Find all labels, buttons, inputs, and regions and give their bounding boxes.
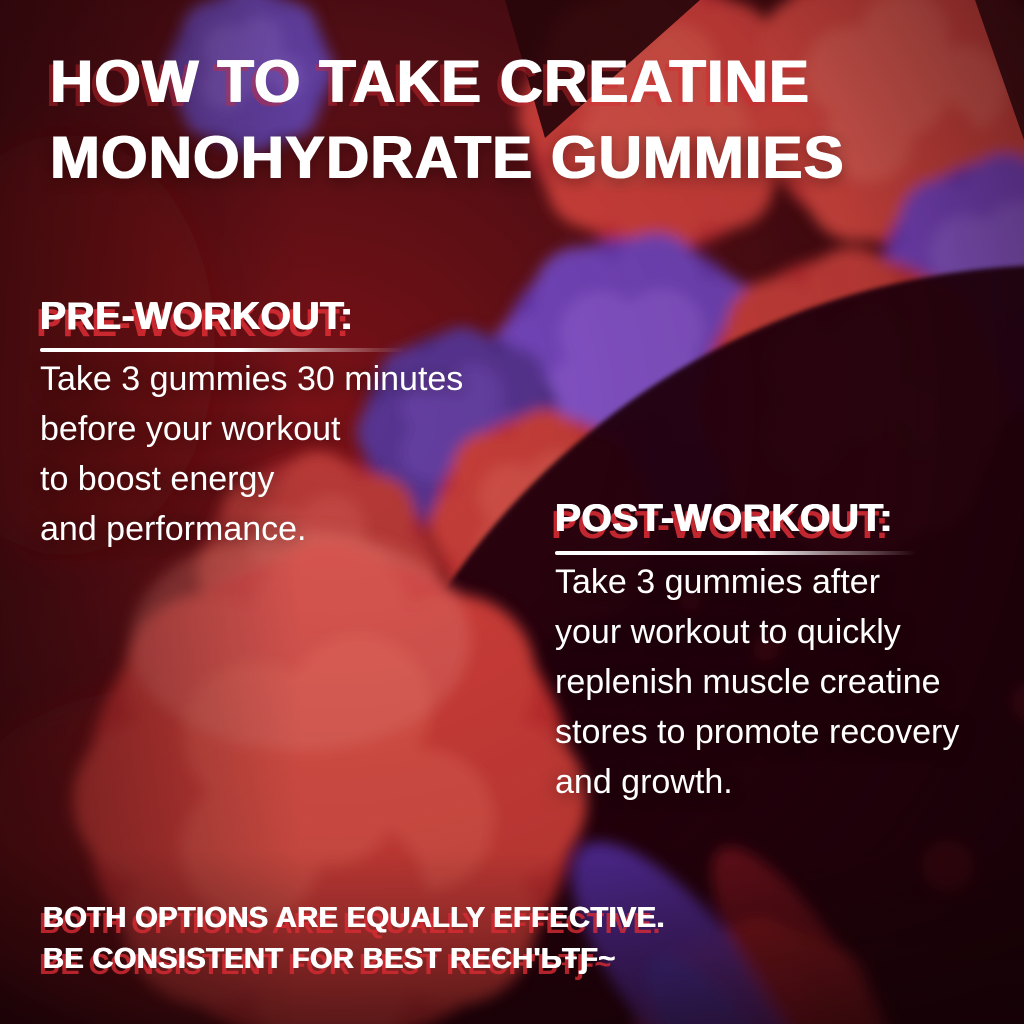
post-workout-body-line: your workout to quickly xyxy=(555,613,901,651)
pre-workout-body-line: before your workout xyxy=(40,410,341,448)
footer-line-1: BOTH OPTIONS ARE EQUALLY EFFECTIVE. xyxy=(43,902,665,934)
pre-workout-underline xyxy=(40,348,405,352)
footer-line-2: BE CONSISTENT FOR BEST REЄН'ЬŦƑ~ xyxy=(43,943,616,975)
pre-workout-body-line: Take 3 gummies 30 minutes xyxy=(40,360,464,398)
post-workout-body xyxy=(555,557,959,807)
post-workout-body-line: replenish muscle creatine xyxy=(555,663,941,701)
page-title xyxy=(50,44,845,196)
post-workout-body-line: and growth. xyxy=(555,763,733,801)
title-line-2: MONOHYDRATE GUMMIES xyxy=(50,124,845,191)
pre-workout-body-line: and performance. xyxy=(40,510,307,548)
title-line-1: HOW TO TAKE CREATINE xyxy=(50,48,810,115)
post-workout-heading: POST-WORKOUT: xyxy=(555,497,893,540)
pre-workout-body xyxy=(40,354,463,554)
pre-workout-body-line: to boost energy xyxy=(40,460,275,498)
post-workout-body-line: Take 3 gummies after xyxy=(555,563,881,601)
post-workout-underline xyxy=(555,551,917,555)
pre-workout-heading: PRE-WORKOUT: xyxy=(40,295,354,338)
post-workout-body-line: stores to promote recovery xyxy=(555,713,960,751)
